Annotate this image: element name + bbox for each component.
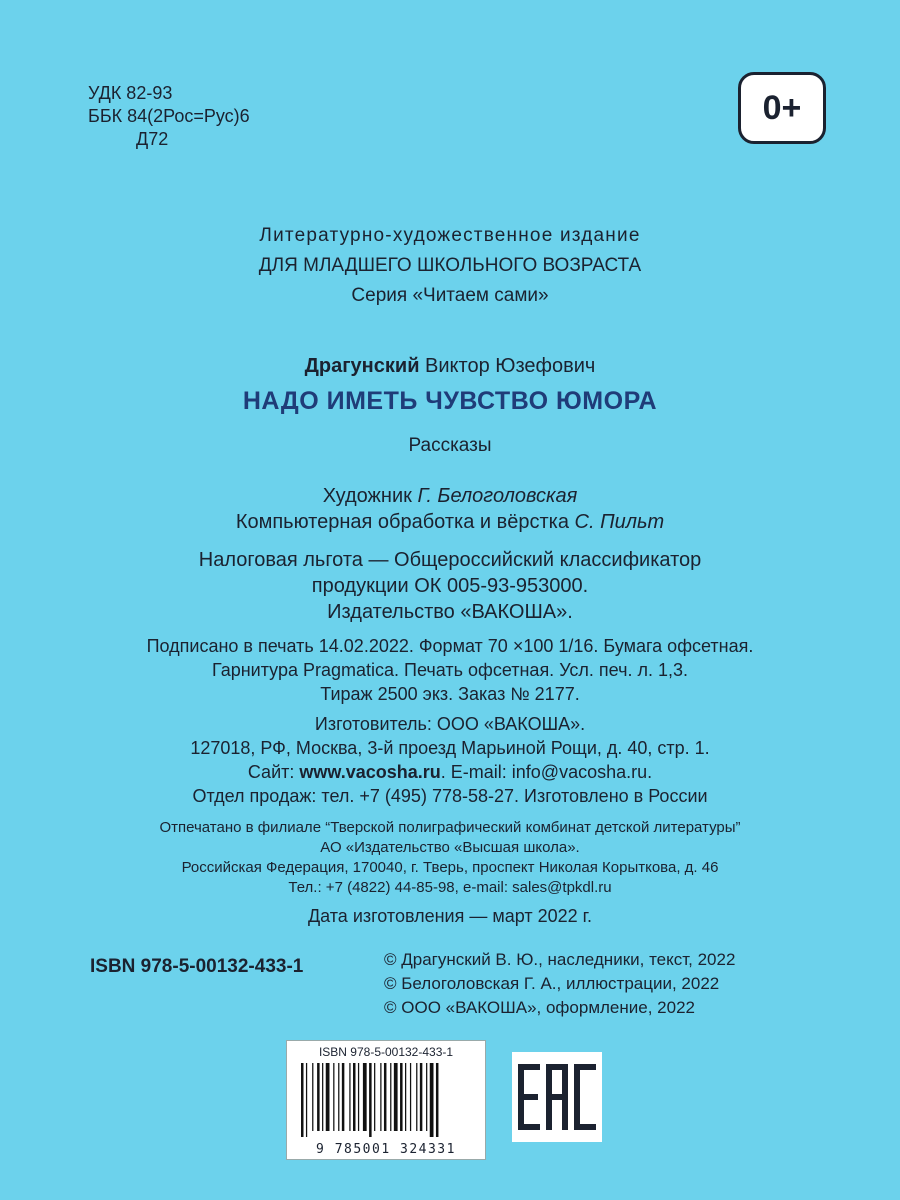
tax-line-2: продукции ОК 005-93-953000. <box>311 575 589 597</box>
artist-credit <box>0 484 900 508</box>
barcode-bar <box>374 1063 375 1131</box>
barcode-bar <box>306 1063 307 1137</box>
barcode-bar <box>369 1063 372 1137</box>
audience-line: ДЛЯ МЛАДШЕГО ШКОЛЬНОГО ВОЗРАСТА <box>258 255 642 276</box>
layout-credit <box>0 510 900 534</box>
barcode-isbn-label: ISBN 978-5-00132-433-1 <box>318 1045 454 1059</box>
site-link[interactable]: www.vacosha.ru <box>299 762 441 782</box>
edition-type: Литературно-художественное издание <box>259 225 641 246</box>
barcode-bar <box>342 1063 345 1131</box>
barcode-bar <box>436 1063 439 1137</box>
barcode-bar <box>380 1063 381 1131</box>
printer-line-4: Тел.: +7 (4822) 44-85-98, e-mail: sales@tpkdl.ru <box>288 879 612 896</box>
barcode-bar <box>338 1063 339 1131</box>
manufacturer-line-4: Отдел продаж: тел. +7 (495) 778-58-27. Изготовлено в России <box>192 786 708 806</box>
artist-name: Г. Белоголовская <box>417 485 578 507</box>
barcode-bar <box>322 1063 323 1131</box>
barcode-bar <box>301 1063 304 1137</box>
artist-label: Художник <box>322 485 412 507</box>
barcode-bar <box>384 1063 387 1131</box>
barcode-bar <box>333 1063 334 1131</box>
udk-code: УДК 82-93 <box>88 83 173 103</box>
barcode-bar <box>363 1063 367 1131</box>
age-rating-badge: 0+ <box>738 72 826 144</box>
tax-line-3: Издательство «ВАКОША». <box>327 601 573 623</box>
barcode-bar <box>394 1063 398 1131</box>
author-surname: Драгунский <box>304 355 420 377</box>
barcode-bar <box>358 1063 359 1131</box>
barcode-bar <box>326 1063 330 1131</box>
printer-line-2: АО «Издательство «Высшая школа». <box>320 839 580 856</box>
production-date: Дата изготовления — март 2022 г. <box>307 906 593 926</box>
barcode-bar <box>405 1063 406 1131</box>
barcode-bar <box>317 1063 320 1131</box>
book-title: НАДО ИМЕТЬ ЧУВСТВО ЮМОРА <box>242 387 658 415</box>
barcode-bar <box>430 1063 434 1137</box>
barcode-bar <box>426 1063 427 1131</box>
barcode-bar <box>390 1063 391 1131</box>
barcode-digits: 9 785001 324331 <box>316 1142 456 1157</box>
tax-line-1: Налоговая льгота — Общероссийский классификатор <box>198 549 702 571</box>
barcode-bar <box>400 1063 403 1131</box>
barcode-bar <box>349 1063 350 1131</box>
printer-line-3: Российская Федерация, 170040, г. Тверь, проспект Николая Корыткова, д. 46 <box>181 859 719 876</box>
copyright-text: © Драгунский В. Ю., наследники, текст, 2022 <box>384 950 736 969</box>
print-line-3: Тираж 2500 экз. Заказ № 2177. <box>320 684 580 704</box>
barcode <box>286 1040 486 1160</box>
barcode-bars-icon <box>297 1061 477 1137</box>
copyright-illustrations: © Белоголовская Г. А., иллюстрации, 2022 <box>384 974 720 993</box>
print-line-2: Гарнитура Pragmatica. Печать офсетная. Усл. печ. л. 1,3. <box>211 660 688 680</box>
series-line: Серия «Читаем сами» <box>351 285 549 306</box>
print-line-1: Подписано в печать 14.02.2022. Формат 70 ×100 1/16. Бумага офсетная. <box>146 636 754 656</box>
site-label: Сайт: <box>247 762 295 782</box>
isbn-number: ISBN 978-5-00132-433-1 <box>90 956 304 977</box>
copyright-block <box>384 948 735 1020</box>
eac-mark-icon <box>512 1052 602 1142</box>
copyright-design: © ООО «ВАКОША», оформление, 2022 <box>384 998 695 1017</box>
barcode-bar <box>420 1063 423 1131</box>
barcode-bar <box>353 1063 356 1131</box>
manufacturer-line-3 <box>0 760 900 784</box>
barcode-bar <box>416 1063 417 1131</box>
manufacturer-line-2: 127018, РФ, Москва, 3-й проезд Марьиной Рощи, д. 40, стр. 1. <box>190 738 710 758</box>
classification-block <box>88 82 250 151</box>
email-text: . E-mail: info@vacosha.ru. <box>440 762 653 782</box>
layout-label: Компьютерная обработка и вёрстка <box>235 511 569 533</box>
author-name: Виктор Юзефович <box>425 355 596 377</box>
author-line <box>0 354 900 378</box>
layout-name: С. Пильт <box>574 511 665 533</box>
bbk-code: ББК 84(2Рос=Рус)6 <box>88 106 250 126</box>
barcode-bar <box>410 1063 411 1131</box>
book-genre: Рассказы <box>408 435 492 456</box>
manufacturer-line-1: Изготовитель: ООО «ВАКОША». <box>314 714 586 734</box>
printer-line-1: Отпечатано в филиале “Тверской полиграфический комбинат детской литературы” <box>159 819 741 836</box>
author-mark: Д72 <box>136 129 169 149</box>
barcode-bar <box>312 1063 313 1131</box>
